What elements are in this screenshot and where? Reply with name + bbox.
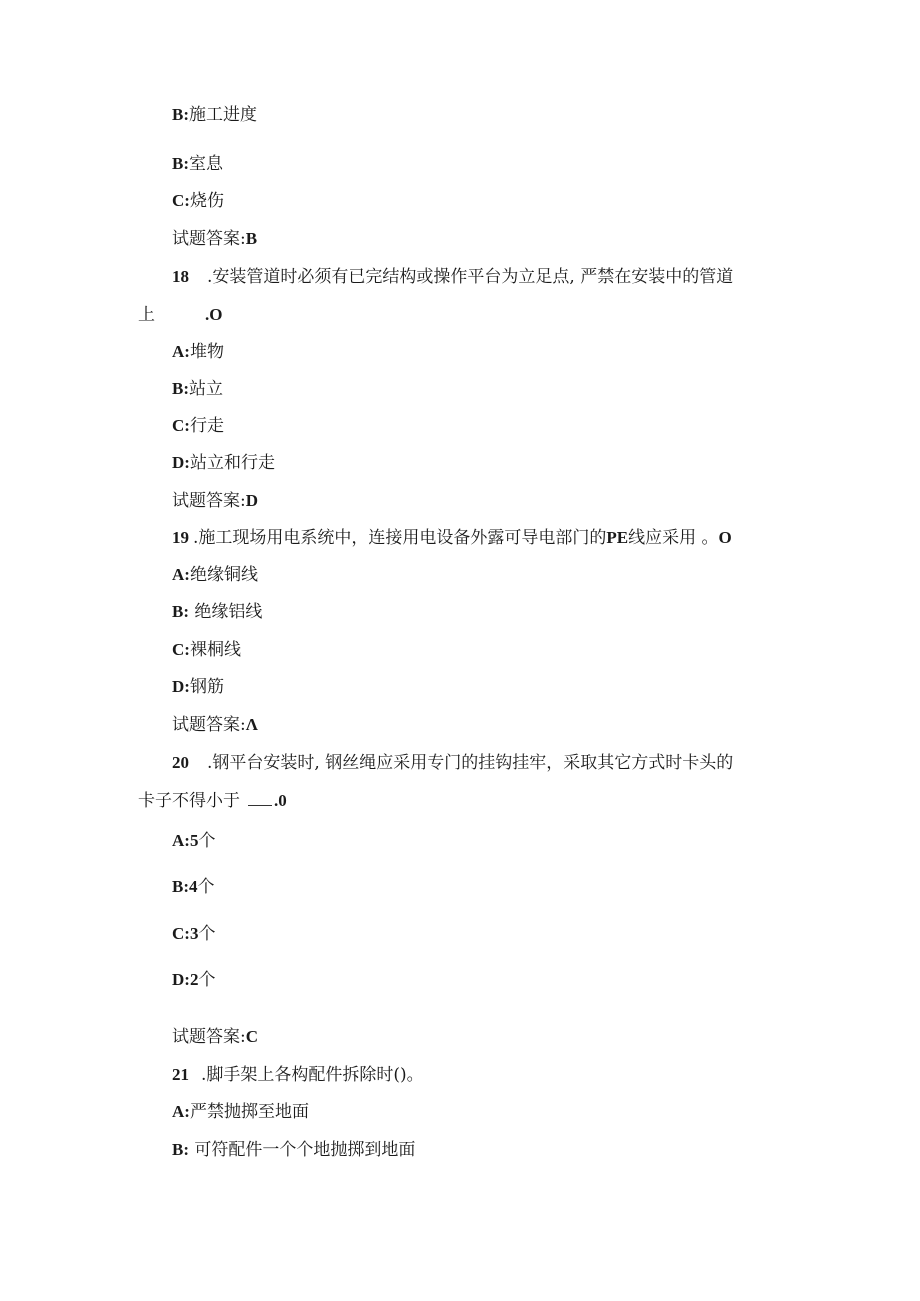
option-line: C:裸桐线 bbox=[172, 640, 241, 660]
option-line: B:4个 bbox=[172, 877, 215, 897]
option-line: C:行走 bbox=[172, 416, 224, 436]
option-line: B:施工进度 bbox=[172, 105, 257, 125]
option-line: B:室息 bbox=[172, 154, 223, 174]
answer-line: 试题答案:Λ bbox=[172, 715, 258, 735]
option-line: A:严禁抛掷至地面 bbox=[172, 1102, 309, 1122]
question-line: 21 .脚手架上各构配件拆除时()。 bbox=[172, 1065, 424, 1085]
question-line: 19 .施工现场用电系统中，连接用电设备外露可导电部门的PE线应采用 。O bbox=[172, 528, 732, 548]
option-line: D:钢筋 bbox=[172, 677, 224, 697]
option-line: B: 可符配件一个个地抛掷到地面 bbox=[172, 1140, 416, 1160]
question-continuation: 卡子不得小于 .0 bbox=[138, 791, 287, 811]
answer-line: 试题答案:C bbox=[172, 1027, 259, 1047]
option-line: C:烧伤 bbox=[172, 191, 224, 211]
option-line: D:站立和行走 bbox=[172, 453, 275, 473]
option-line: A:绝缘铜线 bbox=[172, 565, 258, 585]
question-continuation: 上 .O bbox=[138, 305, 223, 325]
option-line: B: 绝缘铝线 bbox=[172, 602, 263, 622]
option-line: C:3个 bbox=[172, 924, 216, 944]
answer-line: 试题答案:D bbox=[172, 491, 259, 511]
question-line: 20 .钢平台安装时, 钢丝绳应采用专门的挂钩挂牢，采取其它方式时卡头的 bbox=[172, 753, 734, 773]
answer-blank bbox=[248, 791, 272, 806]
option-line: A:堆物 bbox=[172, 342, 224, 362]
question-line: 18 .安装管道时必须有已完结构或操作平台为立足点, 严禁在安装中的管道 bbox=[172, 267, 734, 287]
answer-line: 试题答案:B bbox=[172, 229, 258, 249]
option-line: D:2个 bbox=[172, 970, 216, 990]
option-line: A:5个 bbox=[172, 831, 216, 851]
option-line: B:站立 bbox=[172, 379, 223, 399]
